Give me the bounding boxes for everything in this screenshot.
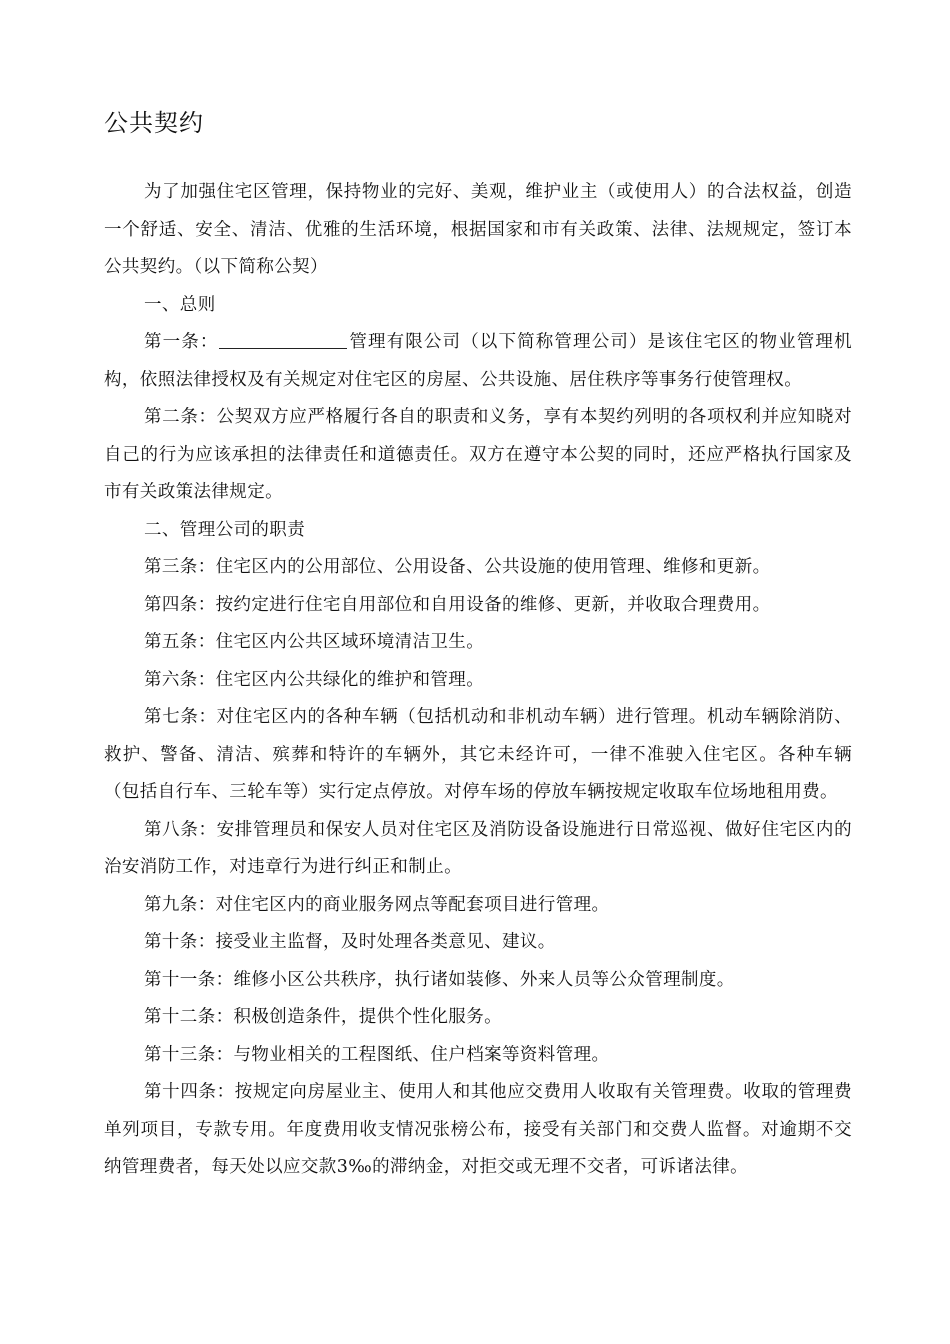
document-title: 公共契约 <box>104 109 204 137</box>
article-6: 第六条：住宅区内公共绿化的维护和管理。 <box>144 669 485 690</box>
article-5: 第五条：住宅区内公共区域环境清洁卫生。 <box>144 632 485 652</box>
article-12: 第十二条：积极创造条件，提供个性化服务。 <box>144 1007 502 1027</box>
section-heading-duties: 二、管理公司的职责 <box>144 519 306 540</box>
document-body <box>104 174 852 1187</box>
article-11: 第十一条：维修小区公共秩序，执行诸如装修、外来人员等公众管理制度。 <box>144 969 735 990</box>
article-3: 第三条：住宅区内的公用部位、公用设备、公共设施的使用管理、维修和更新。 <box>144 557 771 577</box>
article-9: 第九条：对住宅区内的商业服务网点等配套项目进行管理。 <box>144 894 610 915</box>
article-7: 第七条：对住宅区内的各种车辆（包括机动和非机动车辆）进行管理。机动车辆除消防、救护、警备、清洁、殡葬和特许的车辆外，其它未经许可，一律不准驶入住宅区。各种车辆（包括自行车、三轮车等）实行定点停放。对停车场的停放车辆按规定收取车位场地租用费。 <box>104 707 852 802</box>
intro-paragraph: 为了加强住宅区管理，保持物业的完好、美观，维护业主（或使用人）的合法权益，创造一个舒适、安全、清洁、优雅的生活环境，根据国家和市有关政策、法律、法规规定，签订本公共契约。（以下简称公契） <box>104 182 852 277</box>
article-10: 第十条：接受业主监督，及时处理各类意见、建议。 <box>144 932 556 952</box>
article-13: 第十三条：与物业相关的工程图纸、住户档案等资料管理。 <box>144 1044 610 1065</box>
article-4: 第四条：按约定进行住宅自用部位和自用设备的维修、更新，并收取合理费用。 <box>144 594 771 615</box>
article-1 <box>104 324 852 399</box>
article-1-prefix: 第一条： <box>144 332 219 352</box>
article-2: 第二条：公契双方应严格履行各自的职责和义务，享有本契约列明的各项权利并应知晓对自己的行为应该承担的法律责任和道德责任。双方在遵守本公契的同时，还应严格执行国家及市有关政策法律规定。 <box>104 407 852 502</box>
article-14: 第十四条：按规定向房屋业主、使用人和其他应交费用人收取有关管理费。收取的管理费单列项目，专款专用。年度费用收支情况张榜公布，接受有关部门和交费人监督。对逾期不交纳管理费者，每天处以应交款3‰的滞纳金，对拒交或无理不交者，可诉诸法律。 <box>104 1082 852 1177</box>
company-name-blank <box>219 326 347 349</box>
article-8: 第八条：安排管理员和保安人员对住宅区及消防设备设施进行日常巡视、做好住宅区内的治安消防工作，对违章行为进行纠正和制止。 <box>104 819 852 877</box>
article-1-text: 管理有限公司（以下简称管理公司）是该住宅区的物业管理机构，依照法律授权及有关规定对住宅区的房屋、公共设施、居住秩序等事务行使管理权。 <box>104 332 852 390</box>
section-heading-general: 一、总则 <box>144 294 216 315</box>
